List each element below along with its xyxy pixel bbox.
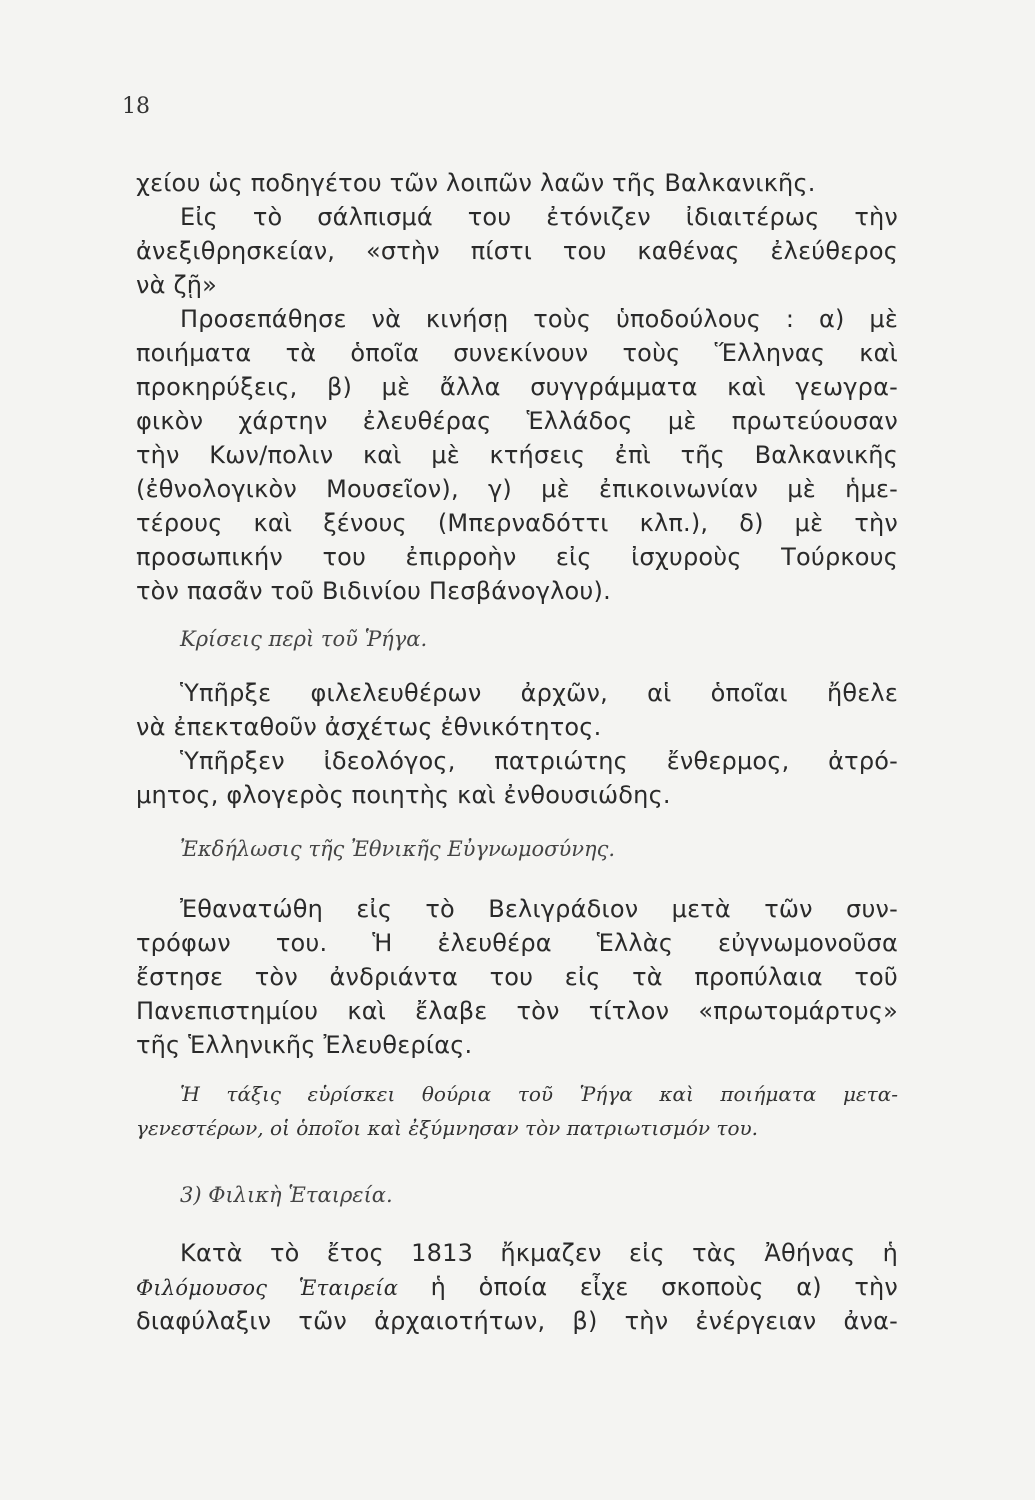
text-line: χείου ὡς ποδηγέτου τῶν λοιπῶν λαῶν τῆς Βαλκανικῆς.	[136, 169, 816, 197]
note-line: γενεστέρων, οἱ ὁποῖοι καὶ ἐξύμνησαν τὸν πατριωτισμόν του.	[136, 1116, 759, 1140]
section-heading: Κρίσεις περὶ τοῦ Ῥήγα.	[180, 627, 428, 651]
text-fragment: ἡ ὁποία εἶχε σκοποὺς α) τὴν	[430, 1273, 898, 1301]
section-heading: 3) Φιλικὴ Ἑταιρεία.	[180, 1183, 393, 1207]
text-line: ποιήματα τὰ ὁποῖα συνεκίνουν τοὺς Ἕλληνας καὶ	[136, 339, 898, 367]
text-line: Προσεπάθησε νὰ κινήσῃ τοὺς ὑποδούλους : α) μὲ	[180, 305, 898, 333]
text-line: νὰ ζῇ»	[136, 271, 218, 299]
note-line: Ἡ τάξις εὑρίσκει θούρια τοῦ Ῥήγα καὶ ποιήματα μετα-	[180, 1082, 898, 1106]
text-line: Ἐθανατώθη εἰς τὸ Βελιγράδιον μετὰ τῶν συν-	[180, 895, 898, 923]
section-heading: Ἐκδήλωσις τῆς Ἐθνικῆς Εὐγνωμοσύνης.	[180, 837, 616, 861]
text-line: τρόφων του. Ἡ ἐλευθέρα Ἑλλὰς εὐγνωμονοῦσα	[136, 929, 898, 957]
text-line: Ὑπῆρξεν ἰδεολόγος, πατριώτης ἔνθερμος, ἀτρό-	[180, 747, 898, 775]
text-line: προκηρύξεις, β) μὲ ἄλλα συγγράμματα καὶ γεωγρα-	[136, 373, 898, 401]
text-line	[136, 1270, 898, 1305]
text-line: Εἰς τὸ σάλπισμά του ἐτόνιζεν ἰδιαιτέρως τὴν	[180, 203, 898, 231]
text-line: ἀνεξιθρησκείαν, «στὴν πίστι του καθένας ἐλεύθερος	[136, 237, 898, 265]
text-line: προσωπικήν του ἐπιρροὴν εἰς ἰσχυροὺς Τούρκους	[136, 543, 898, 571]
text-line: τέρους καὶ ξένους (Μπερναδόττι κλπ.), δ) μὲ τὴν	[136, 509, 898, 537]
text-line: τὴν Κων/πολιν καὶ μὲ κτήσεις ἐπὶ τῆς Βαλκανικῆς	[136, 441, 898, 469]
text-line: τὸν πασᾶν τοῦ Βιδινίου Πεσβάνογλου).	[136, 577, 611, 605]
society-name: Φιλόμουσος Ἑταιρεία	[136, 1276, 399, 1300]
page-number: 18	[122, 94, 150, 119]
text-line: τῆς Ἑλληνικῆς Ἐλευθερίας.	[136, 1031, 473, 1059]
text-line: Κατὰ τὸ ἔτος 1813 ἤκμαζεν εἰς τὰς Ἀθήνας ἡ	[180, 1239, 898, 1267]
text-line: νὰ ἐπεκταθοῦν ἀσχέτως ἐθνικότητος.	[136, 713, 602, 741]
text-line: Ὑπῆρξε φιλελευθέρων ἀρχῶν, αἱ ὁποῖαι ἤθελε	[180, 679, 898, 707]
text-line: φικὸν χάρτην ἐλευθέρας Ἑλλάδος μὲ πρωτεύουσαν	[136, 407, 898, 435]
text-line: Πανεπιστημίου καὶ ἔλαβε τὸν τίτλον «πρωτομάρτυς»	[136, 997, 898, 1025]
text-line: διαφύλαξιν τῶν ἀρχαιοτήτων, β) τὴν ἐνέργειαν ἀνα-	[136, 1307, 898, 1335]
text-line: μητος, φλογερὸς ποιητὴς καὶ ἐνθουσιώδης.	[136, 781, 671, 809]
text-line: ἔστησε τὸν ἀνδριάντα του εἰς τὰ προπύλαια τοῦ	[136, 963, 898, 991]
text-line: (ἐθνολογικὸν Μουσεῖον), γ) μὲ ἐπικοινωνίαν μὲ ἡμε-	[136, 475, 898, 503]
